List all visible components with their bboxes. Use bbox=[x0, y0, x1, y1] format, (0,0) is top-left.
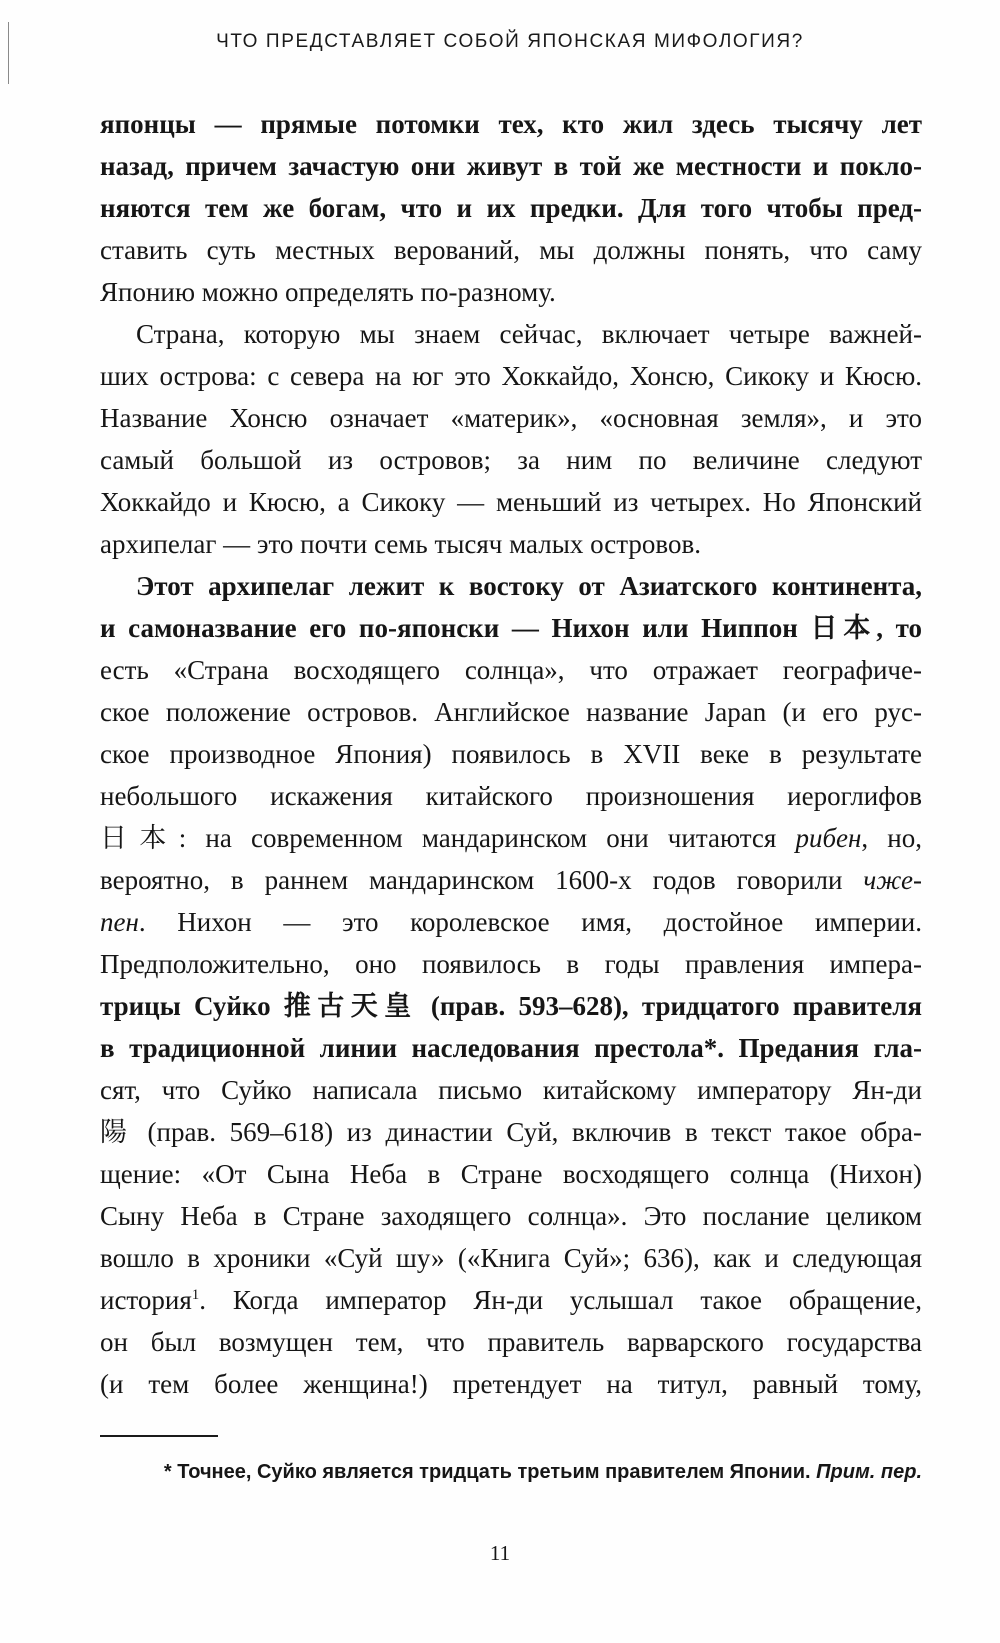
italic-term: рибен bbox=[795, 823, 862, 853]
text-line: вошло в хроники «Суй шу» («Книга Суй»; 636), как и следующая bbox=[100, 1243, 922, 1273]
footnote-text: * Точнее, Суйко является тридцать третьим правителем Японии. bbox=[163, 1461, 811, 1483]
text-line: Страна, которую мы знаем сейчас, включает четыре важней- bbox=[136, 319, 922, 349]
text-line: японцы — прямые потомки тех, кто жил здесь тысячу лет bbox=[100, 109, 922, 139]
text-run: . Нихон — это королевское имя, достойное империи. bbox=[138, 907, 922, 937]
text-line: он был возмущен тем, что правитель варварского государства bbox=[100, 1327, 922, 1357]
text-line: Сыну Неба в Стране заходящего солнца». Это послание целиком bbox=[100, 1201, 922, 1231]
text-line: ское положение островов. Английское название Japan (и его рус- bbox=[100, 697, 922, 727]
text-line: Этот архипелаг лежит к востоку от Азиатского континента, bbox=[136, 571, 922, 601]
text-run: , но, bbox=[861, 823, 922, 853]
text-line: трицы Суйко 推古天皇 (прав. 593–628), тридцатого правителя bbox=[100, 991, 922, 1021]
text-line: Название Хонсю означает «материк», «основная земля», и это bbox=[100, 403, 922, 433]
italic-term: пен bbox=[100, 907, 139, 937]
text-line: щение: «От Сына Неба в Стране восходящего солнца (Нихон) bbox=[100, 1159, 922, 1189]
footnote-ref: 1 bbox=[191, 1287, 200, 1303]
text-line bbox=[100, 817, 922, 859]
text-run: . Когда император Ян-ди услышал такое обращение, bbox=[199, 1285, 922, 1315]
running-header: ЧТО ПРЕДСТАВЛЯЕТ СОБОЙ ЯПОНСКАЯ МИФОЛОГИЯ? bbox=[216, 31, 804, 52]
text-line: и самоназвание его по-японски — Нихон или Ниппон 日本, то bbox=[100, 613, 922, 643]
text-run: вероятно, в раннем мандаринском 1600-х годов говорили bbox=[100, 865, 864, 895]
translator-note: Прим. пер. bbox=[816, 1461, 922, 1483]
text-line: няются тем же богам, что и их предки. Для того чтобы пред- bbox=[100, 193, 922, 223]
footnote bbox=[100, 1458, 922, 1486]
text-line: назад, причем зачастую они живут в той же местности и покло- bbox=[100, 151, 922, 181]
text-line bbox=[100, 859, 922, 901]
text-line bbox=[100, 1279, 922, 1321]
text-line: Предположительно, оно появилось в годы правления импера- bbox=[100, 949, 922, 979]
text-line: самый большой из островов; за ним по величине следуют bbox=[100, 445, 922, 475]
text-line: в традиционной линии наследования престола*. Предания гла- bbox=[100, 1033, 922, 1063]
text-line: ставить суть местных верований, мы должны понять, что саму bbox=[100, 235, 922, 265]
text-line: (и тем более женщина!) претендует на титул, равный тому, bbox=[100, 1369, 922, 1399]
text-line: ших острова: с севера на юг это Хоккайдо, Хонсю, Сикоку и Кюсю. bbox=[100, 361, 922, 391]
text-line: 陽 (прав. 569–618) из династии Суй, включив в текст такое обра- bbox=[100, 1117, 922, 1147]
text-line: сят, что Суйко написала письмо китайскому императору Ян-ди bbox=[100, 1075, 922, 1105]
text-run: история bbox=[100, 1285, 192, 1315]
text-line: небольшого искажения китайского произношения иероглифов bbox=[100, 781, 922, 811]
text-run: 日本: на современном мандаринском они читаются bbox=[100, 823, 796, 853]
text-line: есть «Страна восходящего солнца», что отражает географиче- bbox=[100, 655, 922, 685]
text-line: Японию можно определять по-разному. bbox=[100, 277, 556, 307]
main-text bbox=[100, 103, 922, 1405]
text-line: ское производное Япония) появилось в XVII веке в результате bbox=[100, 739, 922, 769]
text-line: архипелаг — это почти семь тысяч малых островов. bbox=[100, 529, 701, 559]
text-line bbox=[100, 901, 922, 943]
footnote-divider bbox=[100, 1435, 218, 1437]
scan-edge-mark bbox=[8, 22, 9, 84]
italic-term: чже- bbox=[863, 865, 922, 895]
text-line: Хоккайдо и Кюсю, а Сикоку — меньший из четырех. Но Японский bbox=[100, 487, 922, 517]
page-number: 11 bbox=[489, 1541, 511, 1565]
